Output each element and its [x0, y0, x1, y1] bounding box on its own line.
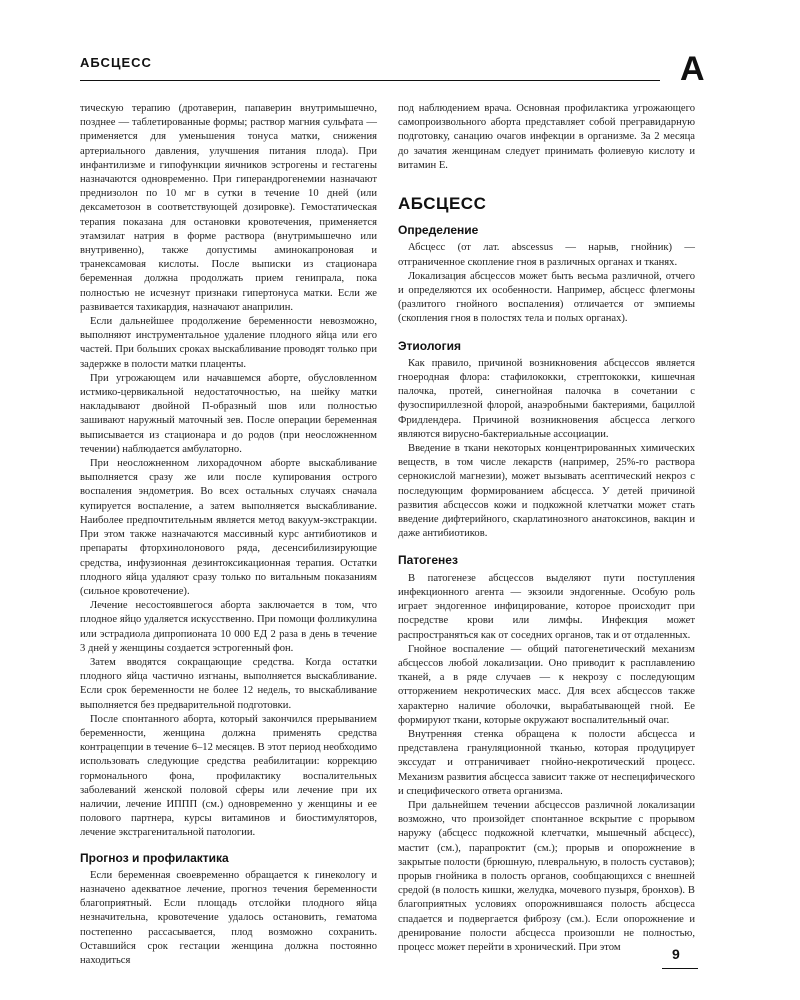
- paragraph: При угрожающем или начавшемся аборте, обусловленном истмико-цервикальной недостаточностью, на шейку матки накладывают двойной П-образный шов или полностью зашивают наружный маточный зев. После операции беременная выписывается из стационара и до родов (при неосложненном течении) наблюдается амбулаторно.: [80, 372, 377, 455]
- paragraph: Введение в ткани некоторых концентрированных химических веществ, в том числе лекарств (например, 25%-го раствора сернокислой магнезии), может вызывать асептический некроз с последующим формированием абсцесса. У детей причиной развития абсцессов кожи и подкожной клетчатки может стать введение дифтерийного, скарлатинозного анатоксинов, вакцин и даже антибиотиков.: [398, 443, 695, 540]
- etiology-heading: Этиология: [398, 338, 461, 353]
- paragraph: При неосложненном лихорадочном аборте выскабливание выполняется сразу же или после купирования острого воспаления эндометрия. Во всех остальных случаях сначала купируется воспаление, а затем выполняется выскабливание. Наиболее предпочтительным является метод вакуум-экстракции. При этом также назначаются массивный курс антибиотиков и препараты фторхинолонового ряда, десенсибилизирующие средства, инфузионная дезинтоксикационная терапия. Остатки плодного яйца удаляют сразу только по витальным показаниям (сильное кровотечение).: [80, 458, 377, 597]
- paragraph: Абсцесс (от лат. abscessus — нарыв, гнойник) — отграниченное скопление гноя в различных органах и тканях.: [398, 242, 695, 268]
- article-title: АБСЦЕСС: [398, 194, 487, 214]
- paragraph: под наблюдением врача. Основная профилактика угрожающего самопроизвольного аборта представляет собой прегравидарную подготовку, санацию очагов инфекции в организме. За 2 месяца до зачатия женщинам следует принимать фолиевую кислоту и витамин Е.: [398, 103, 695, 171]
- prognosis-heading: Прогноз и профилактика: [80, 850, 229, 865]
- running-title: АБСЦЕСС: [80, 55, 152, 70]
- paragraph: Локализация абсцессов может быть весьма различной, отчего и определяются их особенности. Например, абсцесс флегмоны (разлитого гнойного воспаления) отличается от эмпиемы (скопления гноя в полостях тела и полых органах).: [398, 270, 695, 325]
- paragraph: В патогенезе абсцессов выделяют пути поступления инфекционного агента — экзоили эндогенные. Особую роль играет эндогенное инфицирование, которое происходит при посредстве крови или лимфы. Инфекция может распространяться как от соседних органов, так и от отдаленных.: [398, 572, 695, 641]
- paragraph: Если дальнейшее продолжение беременности невозможно, выполняют инструментальное удаление плодного яйца или его частей. При больших сроках выскабливание проводят только при задержке в полости матки плаценты.: [80, 316, 377, 370]
- pathogenesis-heading: Патогенез: [398, 553, 458, 568]
- paragraph: После спонтанного аборта, который закончился прерыванием беременности, женщина должна применять средства контрацепции в течение 6–12 месяцев. В этот период необходимо использовать следующие средства реабилитации: коррекцию гормонального фона, профилактику воспалительных заболеваний женской половой сферы или лечение при их наличии, лечение ИППП (см.) одновременно у женщины и ее полового партнера, курсы витаминов и биостимуляторов, лечение экстрагенитальной патологии.: [80, 713, 377, 839]
- definition-heading: Определение: [398, 223, 479, 238]
- right-column: [398, 102, 695, 955]
- left-column: [80, 102, 377, 968]
- header-rule: [80, 80, 660, 81]
- paragraph: Затем вводятся сокращающие средства. Когда остатки плодного яйца частично изгнаны, выполняется выскабливание. Если срок беременности не более 12 недель, то выскабливание выполняется без предварительной подготовки.: [80, 656, 377, 711]
- section-letter: А: [680, 50, 705, 88]
- paragraph: Если беременная своевременно обращается к гинекологу и назначено адекватное лечение, прогноз течения беременности благоприятный. Если площадь отслойки плодного яйца незначительна, кровотечение удалось остановить, гематома постепенно рассасывается, плод возможно сохранить. Оставшийся срок гестации женщина должна постоянно находиться: [80, 869, 377, 966]
- paragraph: Внутренняя стенка обращена к полости абсцесса и представлена грануляционной тканью, которая продуцирует экссудат и отграничивает гнойно-некротический процесс. Механизм развития абсцесса зависит также от неспецифического и специфического ответа организма.: [398, 728, 695, 797]
- page-number: 9: [672, 946, 680, 962]
- paragraph: Гнойное воспаление — общий патогенетический механизм абсцессов любой локализации. Оно приводит к расплавлению тканей, а в ряде случаев — к некрозу с последующим отторжением некротических масс. Для всех абсцессов также характерно наличие оболочки, вырабатывающей гной. Ее формируют ткани, которые окружают воспалительный очаг.: [398, 643, 695, 726]
- paragraph: При дальнейшем течении абсцессов различной локализации возможно, что произойдет спонтанное вскрытие с прорывом наружу (абсцесс подкожной клетчатки, мышечный абсцесс), мастит (см.), парапроктит (см.); прорыв и опорожнение в закрытые полости (брюшную, плевральную, в полость суставов); прорыв гнойника в полость органов, сообщающихся с внешней средой (в полость кишки, желудка, мочевого пузыря, бронхов). В благоприятных условиях опорожнившаяся полость абсцесса спадается и подвергается фиброзу (см.). Если опорожнение и дренирование полости абсцесса произошли не полностью, процесс может перейти в хронический. При этом: [398, 799, 695, 953]
- paragraph: Как правило, причиной возникновения абсцессов является гноеродная флора: стафилококки, стрептококки, кишечная палочка, протей, синегнойная палочка в сочетании с фузоспириллезной флорой, анаэробными бактериями, бациллой Фридлендера. Причиной возникновения абсцесса легкого являются вирусно-бактериальные ассоциации.: [398, 357, 695, 440]
- paragraph: Лечение несостоявшегося аборта заключается в том, что плодное яйцо удаляется искусственно. При помощи фолликулина или эстрадиола дипропионата 10 000 ЕД 2 раза в день в течение 3 дней у женщины создается эстрогенный фон.: [80, 600, 377, 654]
- paragraph: тическую терапию (дротаверин, папаверин внутримышечно, позднее — таблетированные формы; раствор магния сульфата — применяется для уменьшения тонуса матки, снижения артериального давления, улучшения питания плода). При инфантилизме и гипофункции яичников эстрогены и гестагены назначаются одновременно. При гиперандрогенемии назначают преднизолон по 10 мг в сутки в течение 10 дней (или дексаметозон в соответствующей дозировке). Гемостатическая терапия показана для остановки кровотечения, применяется этамзилат натрия в форме раствора (внутримышечно или внутривенно), также допустимы аминокапроновая и транексамовая кислоты. После выписки из стационара беременная должна продолжать прием генипрала, пока полностью не исчезнут признаки гипертонуса матки. Если же развивается тахикардия, назначают анаприлин.: [80, 103, 377, 313]
- footer-rule: [662, 968, 698, 969]
